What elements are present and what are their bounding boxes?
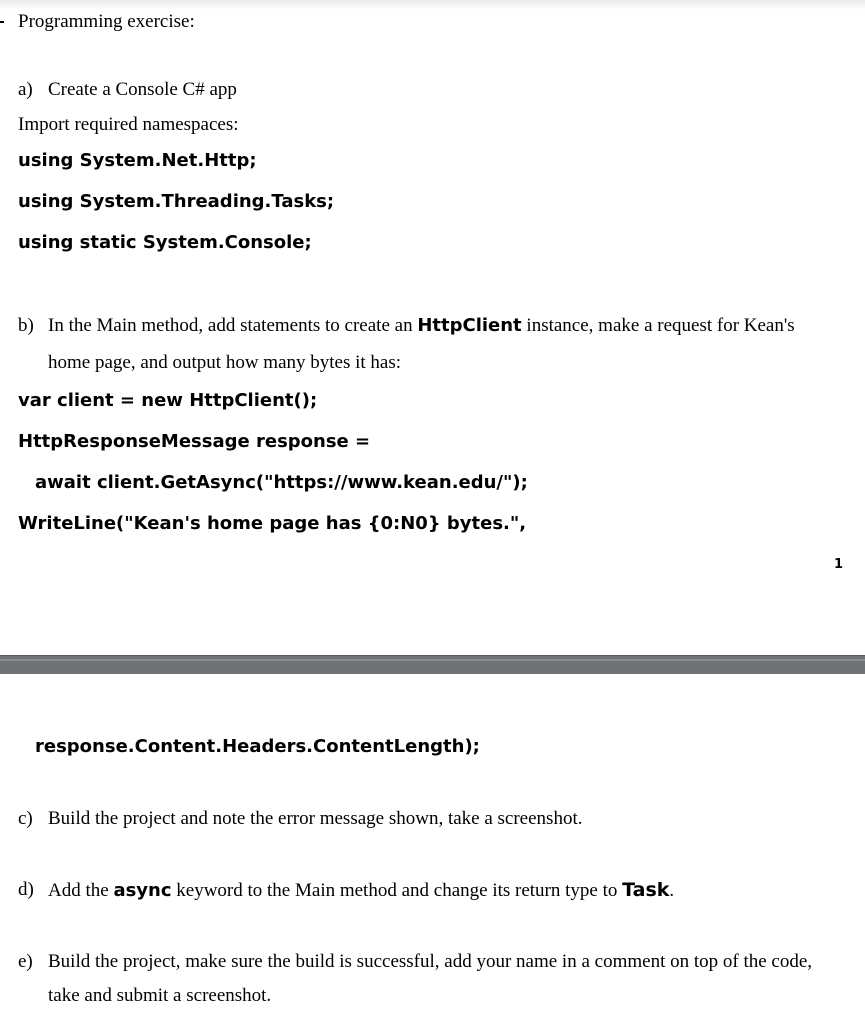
item-b-text-line-2: home page, and output how many bytes it has: [48,352,402,373]
code-line-using-1: using System.Net.Http; [18,150,257,171]
item-a-marker: a) [18,79,33,100]
code-line-response: HttpResponseMessage response = [18,431,371,452]
item-d-marker: d) [18,879,34,900]
page-number: 1 [834,557,844,572]
code-line-client: var client = new HttpClient(); [18,390,318,411]
code-line-writeline: WriteLine("Kean's home page has {0:N0} bytes.", [18,513,527,534]
code-line-using-2: using System.Threading.Tasks; [18,191,335,212]
code-line-using-3: using static System.Console; [18,232,312,253]
import-text: Import required namespaces: [18,114,239,135]
item-a-text: Create a Console C# app [48,79,237,100]
item-d-text-part-3: . [669,880,675,901]
item-d-text-part-2: keyword to the Main method and change its return type to [171,880,623,901]
item-b-text-part-2: instance, make a request for Kean's [521,315,795,336]
async-code-term: async [113,880,172,901]
item-c-marker: c) [18,808,33,829]
item-b-text-line-1 [48,315,795,337]
list-marker [0,21,4,23]
code-line-getasync: await client.GetAsync("https://www.kean.edu/"); [35,472,528,493]
item-d-text-part-1: Add the [48,880,114,901]
page-break-divider [0,655,865,674]
task-code-term: Task [622,879,670,901]
httpclient-code-term: HttpClient [417,315,522,336]
page-top-edge [0,0,865,10]
item-e-marker: e) [18,951,33,972]
item-d-text [48,879,674,902]
item-e-text-line-1: Build the project, make sure the build is successful, add your name in a comment on top of the code, [48,951,813,972]
item-c-text: Build the project and note the error message shown, take a screenshot. [48,808,583,829]
code-line-content-length: response.Content.Headers.ContentLength); [35,736,480,757]
item-b-text-part-1: In the Main method, add statements to create an [48,315,418,336]
item-e-text-line-2: take and submit a screenshot. [48,985,272,1006]
exercise-heading: Programming exercise: [18,11,195,32]
item-b-marker: b) [18,315,34,336]
